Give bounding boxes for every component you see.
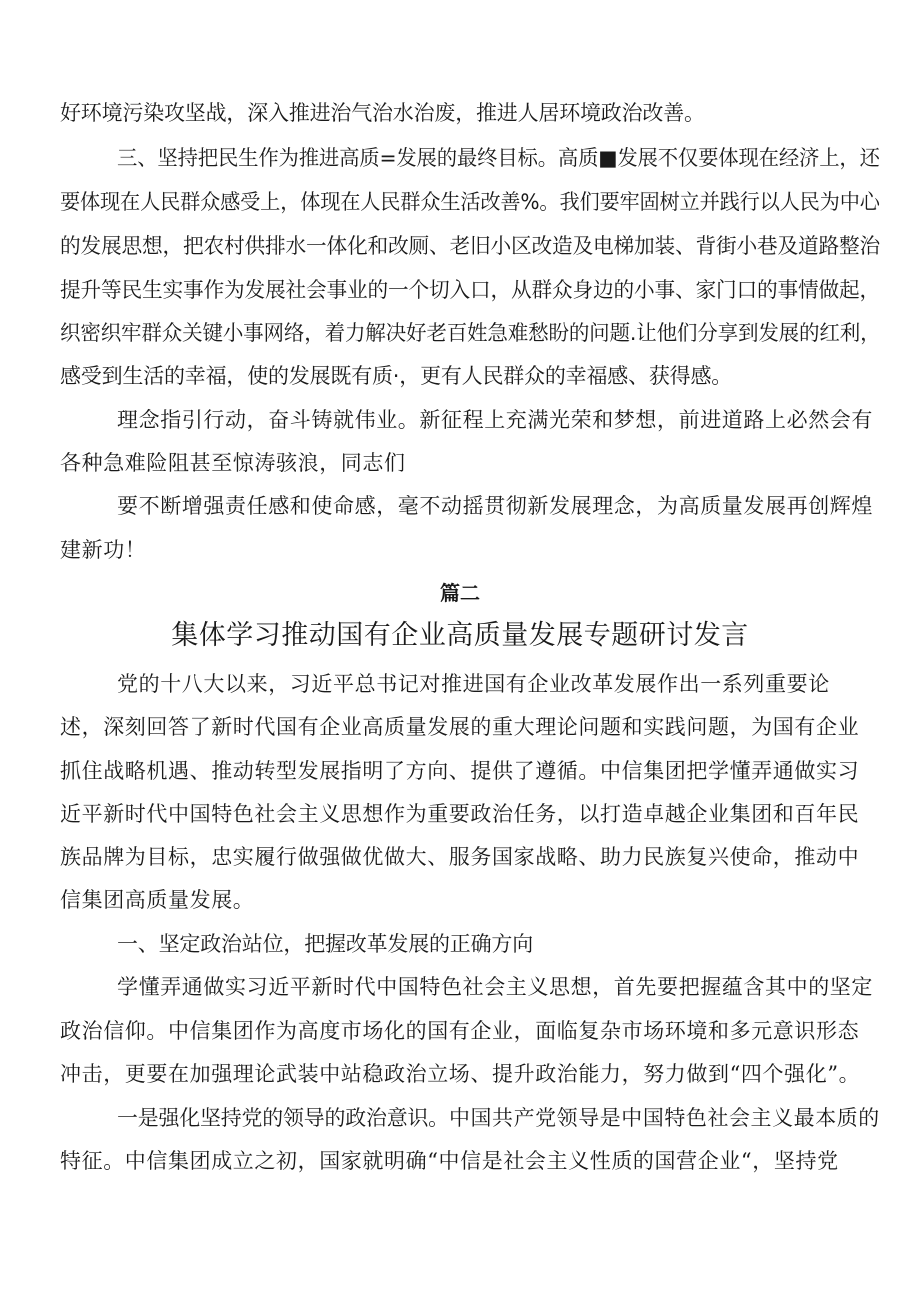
paragraph-line: 族品牌为目标，忠实履行做强做优做大、服务国家战略、助力民族复兴使命，推动中 [60, 845, 860, 869]
paragraph-line: 信集团高质量发展。 [60, 888, 255, 912]
paragraph-text: 中国共产党领导是中国特色社会主义最本质的 [448, 1106, 880, 1130]
paragraph-line: 党的十八大以来，习近平总书记对推进国有企业改革发展作出一系列重要论 [117, 672, 830, 696]
paragraph-line: 提升等民生实事作为发展社会事业的一个切入口，从群众身边的小事、家门口的事情做起， [60, 278, 881, 302]
paragraph-line: 特征。中信集团成立之初，国家就明确“中信是社会主义性质的国营企业“，坚持党 [60, 1149, 839, 1173]
section-title: 集体学习推动国有企业高质量发展专题研讨发言 [171, 620, 749, 651]
paragraph-line: 建新功！ [60, 538, 147, 562]
paragraph-line: 抓住战略机遇、推动转型发展指明了方向、提供了遵循。中信集团把学懂弄通做实习 [60, 759, 860, 783]
paragraph-line: 的发展思想，把农村供排水一体化和改厕、老旧小区改造及电梯加装、背街小巷及道路整治 [60, 234, 881, 258]
paragraph-line: 好环境污染攻坚战，深入推进治气治水治废，推进人居环境政治改善。 [60, 101, 705, 125]
paragraph-line: 三、坚持把民生作为推进高质=发展的最终目标。高质■发展不仅要体现在经济上，还 [117, 146, 880, 170]
paragraph-line: 冲击，更要在加强理论武装中站稳政治立场、提升政治能力，努力做到“四个强化”。 [60, 1062, 861, 1086]
paragraph-line: 理念指引行动，奋斗铸就伟业。新征程上充满光荣和梦想，前进道路上必然会有 [117, 408, 873, 432]
paragraph-line [117, 1103, 880, 1133]
paragraph-line: 近平新时代中国特色社会主义思想作为重要政治任务，以打造卓越企业集团和百年民 [60, 802, 860, 826]
subheading: 一、坚定政治站位，把握改革发展的正确方向 [117, 932, 533, 956]
section-label: 篇二 [440, 581, 480, 605]
paragraph-line: 学懂弄通做实习近平新时代中国特色社会主义思想，首先要把握蕴含其中的坚定 [117, 975, 873, 999]
paragraph-line: 各种急难险阻甚至惊涛骇浪，同志们 [60, 451, 406, 475]
paragraph-lead: 一是强化坚持党的领导的政治意识。 [117, 1106, 449, 1130]
paragraph-line: 要不断增强责任感和使命感，毫不动摇贯彻新发展理念，为高质量发展再创辉煌 [117, 494, 873, 518]
paragraph-line: 感受到生活的幸福，使的发展既有质·，更有人民群众的幸福感、获得感。 [60, 364, 733, 388]
paragraph-line: 政治信仰。中信集团作为高度市场化的国有企业，面临复杂市场环境和多元意识形态 [60, 1019, 860, 1043]
paragraph-line: 述，深刻回答了新时代国有企业高质量发展的重大理论问题和实践问题，为国有企业 [60, 715, 860, 739]
paragraph-line: 要体现在人民群众感受上，体现在人民群众生活改善%。我们要牢固树立并践行以人民为中心 [60, 190, 880, 214]
paragraph-line: 织密织牢群众关键小事网络，着力解决好老百姓急难愁盼的问题.让他们分享到发展的红利， [60, 321, 881, 345]
